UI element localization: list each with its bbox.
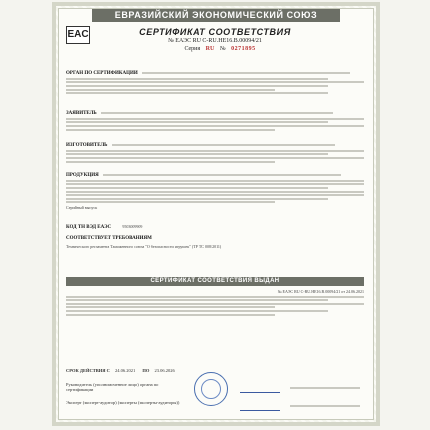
series-row xyxy=(150,46,290,52)
manufacturer-section xyxy=(66,142,364,164)
issued-banner: СЕРТИФИКАТ СООТВЕТСТВИЯ ВЫДАН xyxy=(66,277,364,286)
date-from-label: СРОК ДЕЙСТВИЯ С xyxy=(66,368,110,373)
tnved-label: КОД ТН ВЭД ЕАЭС xyxy=(66,225,112,230)
tnved-row xyxy=(66,224,142,230)
union-banner: ЕВРАЗИЙСКИЙ ЭКОНОМИЧЕСКИЙ СОЮЗ xyxy=(92,9,340,22)
date-to: 23.06.2026 xyxy=(154,368,175,373)
applicant-section xyxy=(66,110,364,132)
product-extra: Серийный выпуск xyxy=(66,204,98,210)
tnved-value: 9503009909 xyxy=(122,224,143,229)
expert-label: Эксперт (эксперт-аудитор) (эксперты (эксперты-аудиторы)) xyxy=(66,400,180,405)
form-number-value: 0271895 xyxy=(231,46,256,52)
requirements-text: Технического регламента Таможенного союза "О безопасности игрушек" (ТР ТС 008/2011) xyxy=(66,244,222,249)
head-name-line xyxy=(290,385,360,390)
date-to-label: ПО xyxy=(142,368,150,373)
series-label: Серия xyxy=(184,46,201,52)
eac-logo: EAC xyxy=(66,26,90,44)
head-label: Руководитель (уполномоченное лицо) органа по сертификации xyxy=(66,382,159,392)
applicant-label: ЗАЯВИТЕЛЬ xyxy=(66,111,97,116)
requirements-section xyxy=(66,244,364,249)
expert-signature xyxy=(240,400,280,411)
head-signature xyxy=(240,382,280,393)
certificate-number: № ЕАЭС RU C-RU.НЕ16.В.00094/21 xyxy=(168,38,262,44)
expert-name-line xyxy=(290,403,360,408)
validity-row xyxy=(66,368,175,373)
organ-section xyxy=(66,70,364,96)
issued-section xyxy=(66,289,364,317)
official-stamp-icon xyxy=(194,372,228,406)
product-label: ПРОДУКЦИЯ xyxy=(66,173,99,178)
issued-number: № ЕАЭС RU C-RU.НЕ16.В.00094/21 от 24.06.2021 xyxy=(277,289,364,294)
form-number-label: № xyxy=(219,46,226,52)
date-from: 24.06.2021 xyxy=(114,368,136,373)
series-value: RU xyxy=(205,46,215,52)
requirements-label: СООТВЕТСТВУЕТ ТРЕБОВАНИЯМ xyxy=(66,236,152,241)
manufacturer-label: ИЗГОТОВИТЕЛЬ xyxy=(66,143,108,148)
certificate-title: СЕРТИФИКАТ СООТВЕТСТВИЯ xyxy=(139,27,291,37)
product-section xyxy=(66,172,364,210)
organ-label: ОРГАН ПО СЕРТИФИКАЦИИ xyxy=(66,71,138,76)
